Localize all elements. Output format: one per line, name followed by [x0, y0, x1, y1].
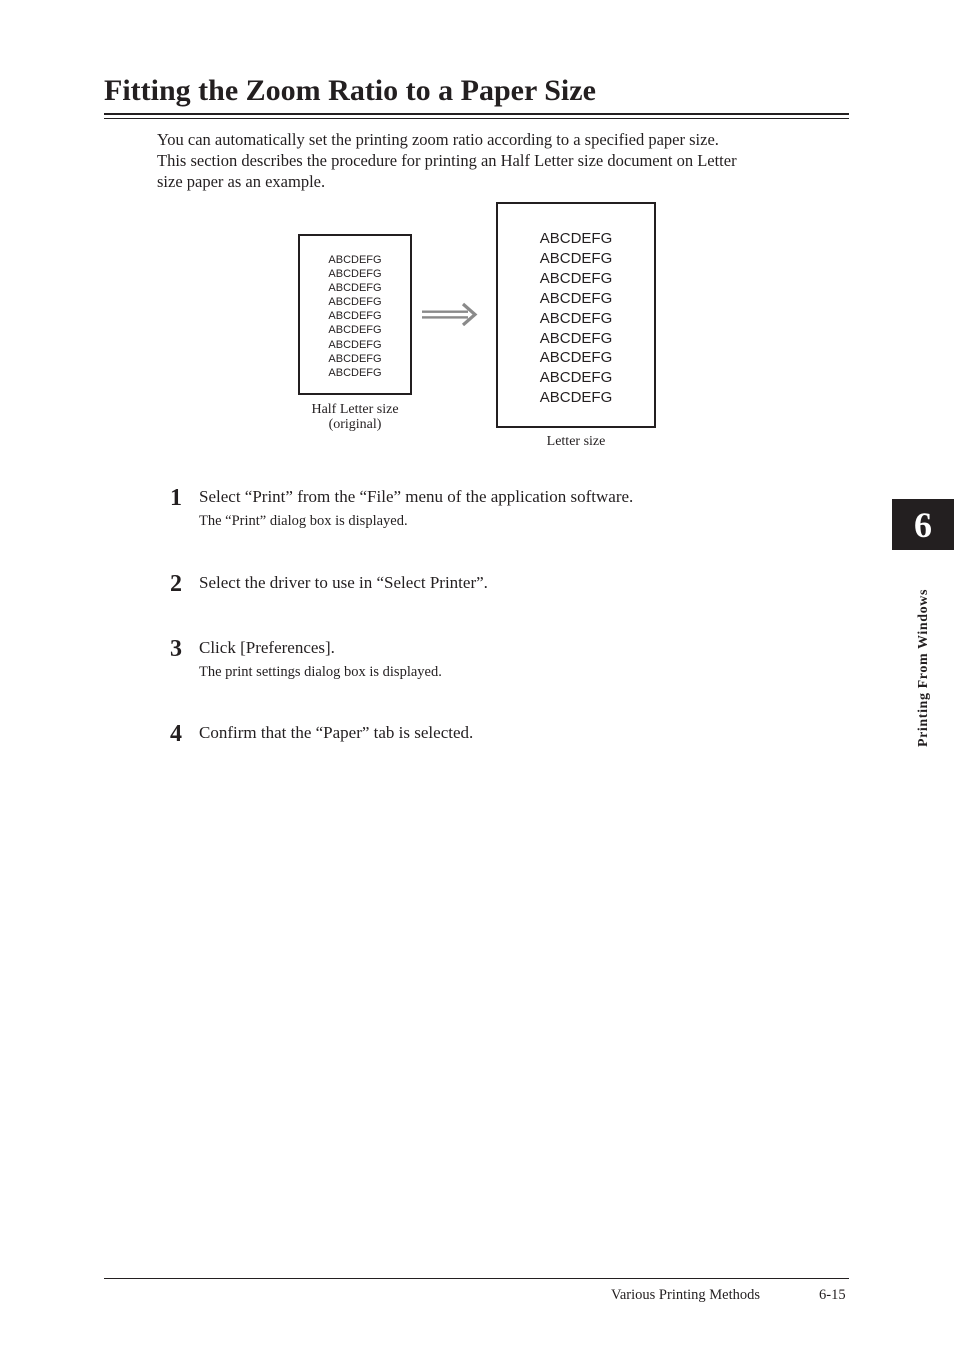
page-title: Fitting the Zoom Ratio to a Paper Size	[104, 74, 596, 107]
intro-paragraph	[157, 129, 857, 192]
sample-text-line: ABCDEFG	[328, 366, 382, 379]
sample-text-line: ABCDEFG	[539, 329, 613, 347]
step-note: The print settings dialog box is displayed.	[199, 664, 442, 680]
footer-rule	[104, 1278, 849, 1279]
sample-text-line: ABCDEFG	[328, 254, 382, 266]
step-text: Select “Print” from the “File” menu of the application software.	[199, 487, 634, 506]
step-text: Click [Preferences].	[199, 638, 335, 657]
sample-text-line: ABCDEFG	[328, 338, 382, 351]
sample-text-line: ABCDEFG	[328, 282, 382, 295]
step-number: 4	[170, 721, 182, 747]
sample-text-line: ABCDEFG	[539, 289, 613, 307]
sample-text-line: ABCDEFG	[539, 249, 613, 267]
half-letter-caption	[284, 402, 426, 432]
step-text: Select the driver to use in “Select Printer”.	[199, 573, 488, 592]
sample-text-line: ABCDEFG	[328, 296, 382, 309]
chapter-title: Printing From Windows	[916, 588, 931, 748]
letter-caption: Letter size	[546, 434, 606, 449]
half-letter-caption-line: (original)	[328, 417, 382, 432]
step-text: Confirm that the “Paper” tab is selected.	[199, 723, 474, 742]
sample-text-line: ABCDEFG	[539, 369, 613, 387]
intro-line: size paper as an example.	[157, 172, 326, 191]
title-rule-thick	[104, 113, 849, 115]
page-number: 6-15	[819, 1287, 846, 1303]
right-arrow-icon	[420, 302, 480, 326]
sample-text-line: ABCDEFG	[328, 324, 382, 337]
letter-page-illustration	[496, 202, 656, 428]
title-rule-thin	[104, 118, 849, 119]
half-letter-page-illustration	[298, 234, 412, 395]
sample-text-line: ABCDEFG	[328, 352, 382, 365]
letter-text-lines	[498, 229, 654, 408]
step-number: 3	[170, 636, 182, 662]
sample-text-line: ABCDEFG	[328, 310, 382, 323]
sample-text-line: ABCDEFG	[539, 389, 613, 407]
intro-line: You can automatically set the printing zoom ratio according to a specified paper size.	[157, 130, 719, 149]
chapter-tab: 6	[892, 499, 954, 550]
sample-text-line: ABCDEFG	[539, 269, 613, 287]
footer-section: Various Printing Methods	[611, 1287, 761, 1303]
sample-text-line: ABCDEFG	[328, 268, 382, 281]
step-note: The “Print” dialog box is displayed.	[199, 513, 408, 529]
half-letter-caption-line: Half Letter size	[311, 402, 399, 417]
sample-text-line: ABCDEFG	[539, 309, 613, 327]
sample-text-line: ABCDEFG	[539, 230, 613, 247]
intro-line: This section describes the procedure for printing an Half Letter size document on Letter	[157, 151, 737, 170]
step-number: 1	[170, 485, 182, 511]
sample-text-line: ABCDEFG	[539, 349, 613, 367]
half-letter-text-lines	[300, 253, 410, 380]
step-number: 2	[170, 571, 182, 597]
